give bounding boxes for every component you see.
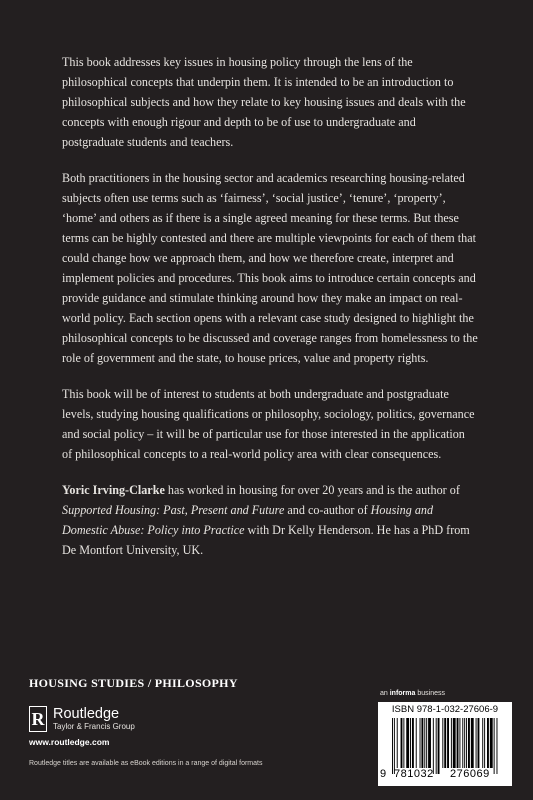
barcode-digit-lead: 9 bbox=[380, 768, 387, 780]
barcode-bar bbox=[406, 718, 409, 768]
author-bio-text-1: has worked in housing for over 20 years and is the author of bbox=[164, 483, 460, 497]
barcode-bar bbox=[416, 718, 417, 768]
barcode-bars-icon bbox=[388, 718, 502, 774]
barcode-bar bbox=[482, 718, 483, 768]
barcode-bar bbox=[476, 718, 477, 768]
barcode-bar bbox=[478, 718, 480, 768]
informa-bold: informa bbox=[389, 690, 416, 697]
barcode-bar bbox=[471, 718, 474, 768]
barcode-bar bbox=[394, 718, 395, 774]
author-book-title-2: Housing and Domestic Abuse: Policy into Practice bbox=[62, 503, 434, 537]
barcode-bar bbox=[494, 718, 495, 774]
blurb-paragraph-3: This book will be of interest to students at both undergraduate and postgraduate levels, studying housing qualifications or philosophy, sociology, politics, governance and social policy – it will be of particular use for those interested in the application of philosophical concepts to a real-world policy area with clear consequences. bbox=[62, 387, 475, 461]
routledge-logo-icon bbox=[29, 706, 47, 732]
publisher-logo bbox=[29, 706, 135, 732]
series-label: HOUSING STUDIES / PHILOSOPHY bbox=[29, 676, 238, 690]
barcode-bar bbox=[451, 718, 452, 768]
isbn-barcode bbox=[378, 702, 512, 786]
publisher-group: Taylor & Francis Group bbox=[53, 721, 135, 731]
barcode-bar bbox=[490, 718, 493, 768]
blurb-paragraph-2: Both practitioners in the housing sector and academics researching housing-related subjects often use terms such as ‘fairness’, ‘social justice’, ‘tenure’, ‘property’, ‘home’ and others as if there is a single agreed meaning for these terms. But these terms can be highly contested and there are multiple viewpoints for each of them that could change how we approach them, and how we therefore create, interpret and implement policies and procedures. This book aims to introduce certain concepts and provide guidance and stimulate thinking around how they make an impact on real-world policy. Each section opens with a relevant case study designed to highlight the philosophical concepts to be discussed and coverage ranges from homelessness to the role of government and the state, to house prices, value and property rights. bbox=[62, 171, 478, 365]
author-bio-text-2: and co-author of bbox=[284, 503, 371, 517]
informa-business-label bbox=[380, 690, 445, 697]
barcode-bar bbox=[410, 718, 411, 768]
barcode-bar bbox=[442, 718, 443, 768]
barcode-bar bbox=[426, 718, 427, 768]
barcode-bar bbox=[457, 718, 459, 768]
author-name: Yoric Irving-Clarke bbox=[62, 483, 165, 497]
barcode-bar bbox=[462, 718, 463, 768]
barcode-bar bbox=[484, 718, 485, 768]
isbn-text: ISBN 978-1-032-27606-9 bbox=[391, 704, 499, 715]
barcode-bar bbox=[466, 718, 467, 768]
barcode-digits-left: 781032 bbox=[394, 768, 434, 780]
barcode-bar bbox=[444, 718, 446, 768]
barcode-bar bbox=[397, 718, 398, 768]
author-book-title-1: Supported Housing: Past, Present and Future bbox=[62, 503, 285, 517]
barcode-bar bbox=[487, 718, 489, 768]
barcode-bar bbox=[424, 718, 425, 768]
author-bio bbox=[62, 480, 478, 560]
informa-prefix: an bbox=[380, 690, 390, 697]
blurb-paragraph-1: This book addresses key issues in housing policy through the lens of the philosophical concepts that underpin them. It is intended to be an introduction to philosophical subjects and how they relate to key housing issues and deals with the concepts with enough rigour and depth to be of use to undergraduate and postgraduate students and teachers. bbox=[62, 55, 466, 149]
author-bio-text-3: with Dr Kelly Henderson. He has a PhD from De Montfort University, UK. bbox=[62, 523, 470, 557]
barcode-bar bbox=[436, 718, 437, 774]
barcode-bar bbox=[401, 718, 403, 768]
barcode-bar bbox=[403, 718, 404, 768]
barcode-bar bbox=[468, 718, 470, 768]
barcode-bar bbox=[420, 718, 421, 768]
barcode-bar bbox=[453, 718, 456, 768]
barcode-bar bbox=[421, 718, 423, 768]
barcode-bar bbox=[438, 718, 440, 774]
publisher-name: Routledge bbox=[53, 705, 120, 722]
barcode-bar bbox=[497, 718, 498, 774]
publisher-website: www.routledge.com bbox=[29, 737, 110, 747]
back-cover-blurb bbox=[62, 52, 478, 576]
barcode-bar bbox=[428, 718, 431, 768]
barcode-bar bbox=[392, 718, 393, 774]
barcode-bar bbox=[459, 718, 460, 768]
informa-suffix: business bbox=[415, 690, 445, 697]
barcode-bar bbox=[412, 718, 414, 768]
ebook-note: Routledge titles are available as eBook editions in a range of digital formats bbox=[29, 760, 263, 767]
logo-letter: R bbox=[31, 709, 45, 729]
barcode-bar bbox=[464, 718, 465, 768]
barcode-bar bbox=[447, 718, 449, 768]
barcode-bar bbox=[433, 718, 434, 774]
barcode-digits-right: 276069 bbox=[450, 768, 490, 780]
